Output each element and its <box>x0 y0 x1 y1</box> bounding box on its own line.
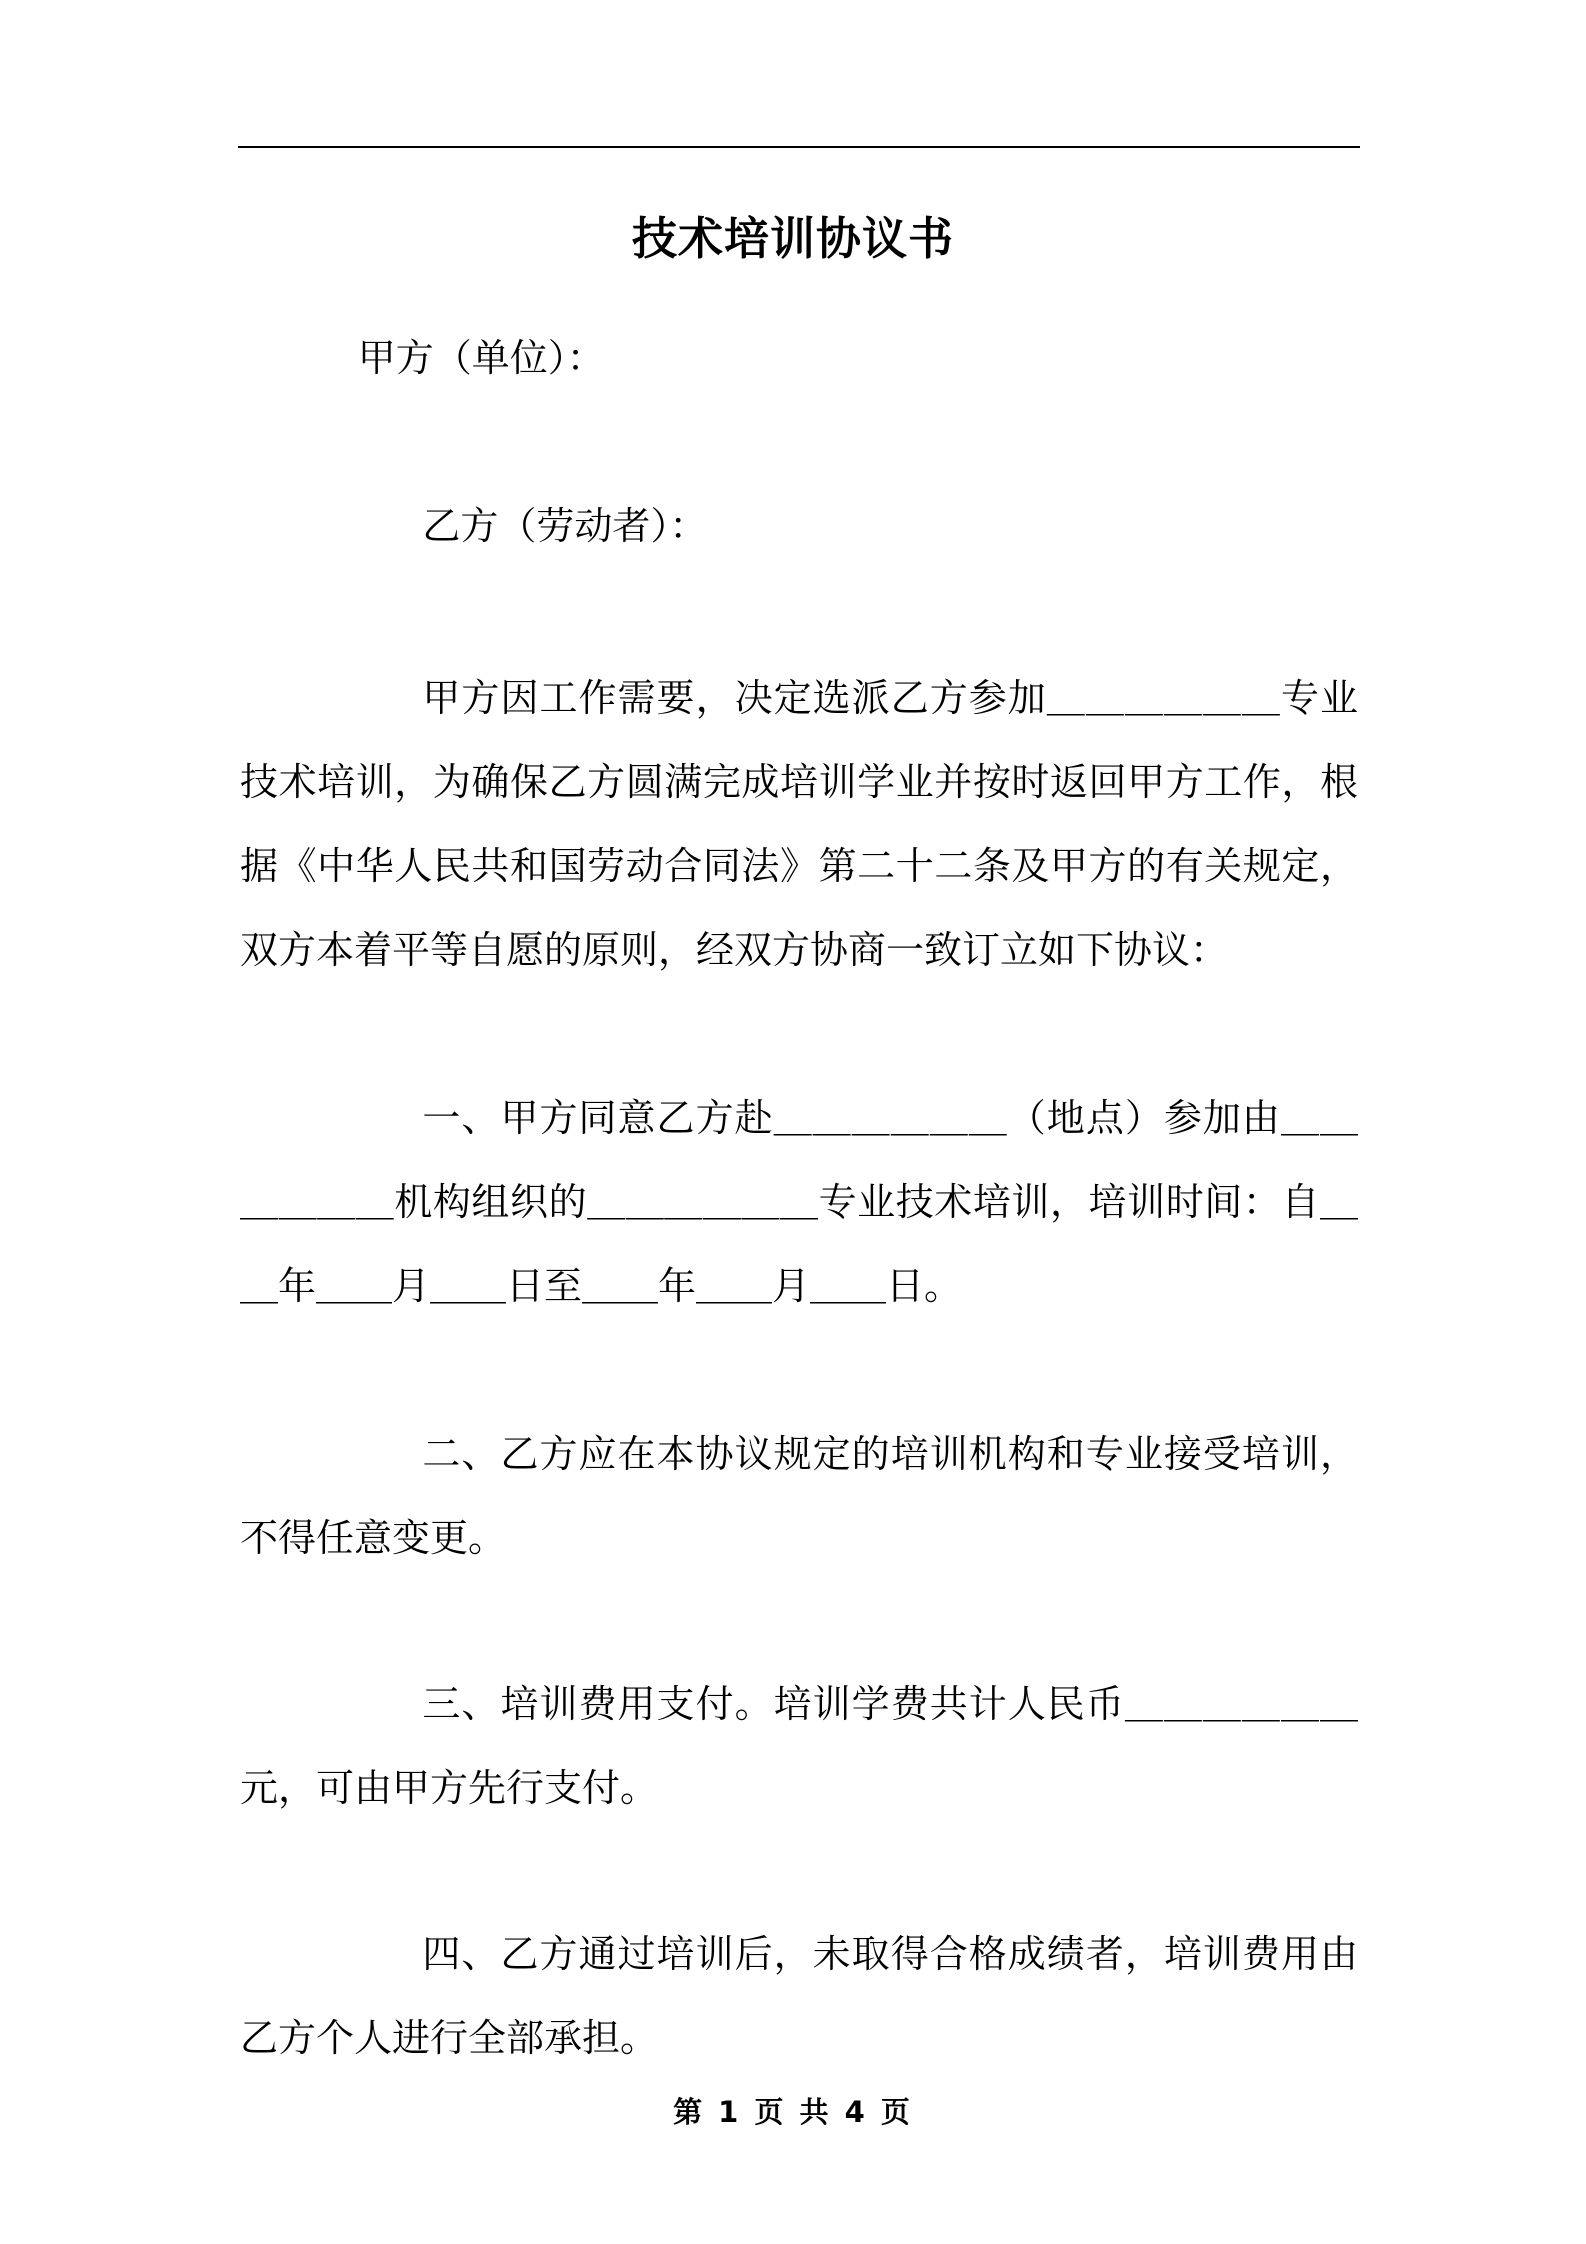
intro-paragraph: 甲方因工作需要，决定选派乙方参加＿＿＿＿＿＿专业技术培训，为确保乙方圆满完成培训学业并按时返回甲方工作，根据《中华人民共和国劳动合同法》第二十二条及甲方的有关规定，双方本着平等自愿的原则，经双方协商一致订立如下协议： <box>240 676 1358 972</box>
header-rule <box>238 146 1360 148</box>
document-title: 技术培训协议书 <box>631 212 954 265</box>
clause-1-paragraph: 一、甲方同意乙方赴＿＿＿＿＿＿（地点）参加由＿＿＿＿＿＿机构组织的＿＿＿＿＿＿专业技术培训，培训时间：自＿＿年＿＿月＿＿日至＿＿年＿＿月＿＿日。 <box>240 1096 1358 1308</box>
party-a-label: 甲方（单位）： <box>357 336 605 380</box>
party-b-label: 乙方（劳动者）： <box>422 504 708 548</box>
clause-3-paragraph: 三、培训费用支付。培训学费共计人民币＿＿＿＿＿＿元，可由甲方先行支付。 <box>240 1682 1358 1810</box>
clause-4-paragraph: 四、乙方通过培训后，未取得合格成绩者，培训费用由乙方个人进行全部承担。 <box>240 1932 1358 2060</box>
page-number-footer: 第 1 页 共 4 页 <box>673 2095 913 2129</box>
clause-2-paragraph: 二、乙方应在本协议规定的培训机构和专业接受培训，不得任意变更。 <box>240 1432 1358 1560</box>
